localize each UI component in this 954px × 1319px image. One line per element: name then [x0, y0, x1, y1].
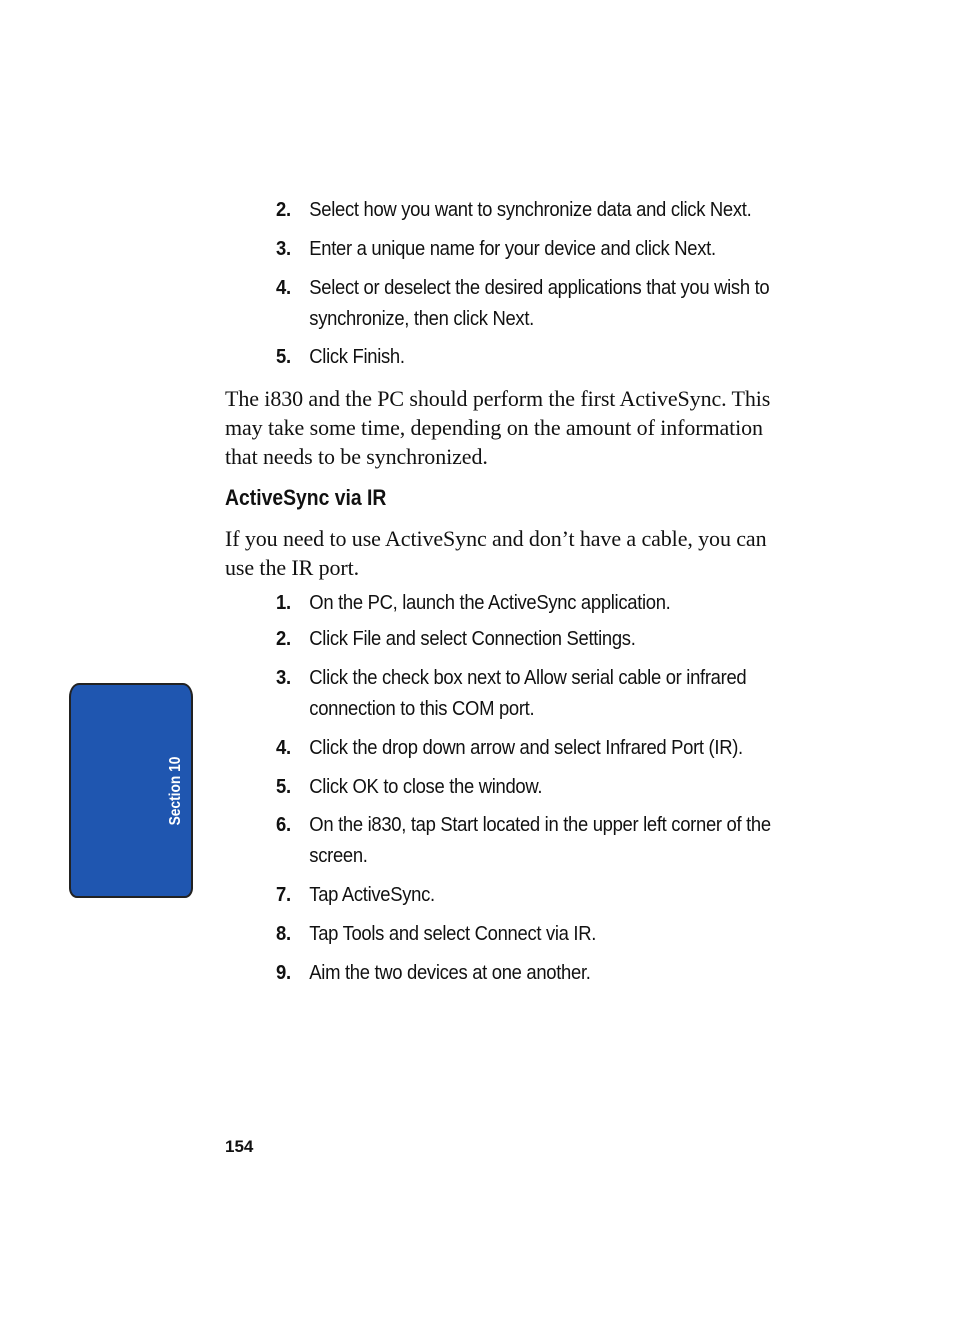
list-item — [276, 662, 753, 724]
list-item — [276, 587, 753, 618]
step-number: 5. — [276, 775, 291, 798]
list-item — [276, 623, 753, 654]
list-item — [276, 194, 753, 225]
step-text: Click OK to close the window. — [309, 775, 543, 798]
step-text: Enter a unique name for your device and click Next. — [309, 237, 716, 260]
step-number: 2. — [276, 627, 291, 650]
step-number: 6. — [276, 813, 291, 836]
step-text: Click the drop down arrow and select Infrared Port (IR). — [309, 736, 743, 759]
step-number: 3. — [276, 666, 291, 689]
section-heading: ActiveSync via IR — [225, 485, 387, 510]
list-item — [276, 809, 771, 871]
step-text: Click Finish. — [309, 345, 405, 368]
step-text: On the i830, tap Start located in the upper left corner of the screen. — [309, 813, 771, 867]
step-text: Click the check box next to Allow serial cable or infrared connection to this COM port. — [309, 666, 747, 720]
step-text: Tap Tools and select Connect via IR. — [309, 922, 597, 945]
step-number: 2. — [276, 198, 291, 221]
paragraph-ir-intro: If you need to use ActiveSync and don’t have a cable, you can use the IR port. — [225, 526, 767, 580]
section-label-text: Section 10 — [167, 756, 184, 826]
step-number: 5. — [276, 345, 291, 368]
step-number: 3. — [276, 237, 291, 260]
step-number: 8. — [276, 922, 291, 945]
page-number: 154 — [225, 1137, 254, 1156]
step-number: 4. — [276, 736, 291, 759]
step-number: 9. — [276, 961, 291, 984]
step-number: 4. — [276, 276, 291, 299]
list-item — [276, 341, 753, 372]
step-number: 7. — [276, 883, 291, 906]
list-item — [276, 732, 753, 763]
list-item — [276, 771, 753, 802]
step-text: Click File and select Connection Settings. — [309, 627, 636, 650]
step-text: Tap ActiveSync. — [309, 883, 435, 906]
paragraph-first-sync: The i830 and the PC should perform the first ActiveSync. This may take some time, depending on the amount of information that needs to be synchronized. — [225, 386, 771, 469]
step-number: 1. — [276, 591, 291, 614]
list-item — [276, 957, 753, 988]
step-text: Select or deselect the desired applications that you wish to synchronize, then click Next. — [309, 276, 770, 330]
list-item — [276, 272, 770, 334]
step-text: Select how you want to synchronize data and click Next. — [309, 198, 752, 221]
list-item — [276, 879, 753, 910]
step-text: On the PC, launch the ActiveSync application. — [309, 591, 671, 614]
step-text: Aim the two devices at one another. — [309, 961, 591, 984]
list-item — [276, 233, 753, 264]
list-item — [276, 918, 753, 949]
